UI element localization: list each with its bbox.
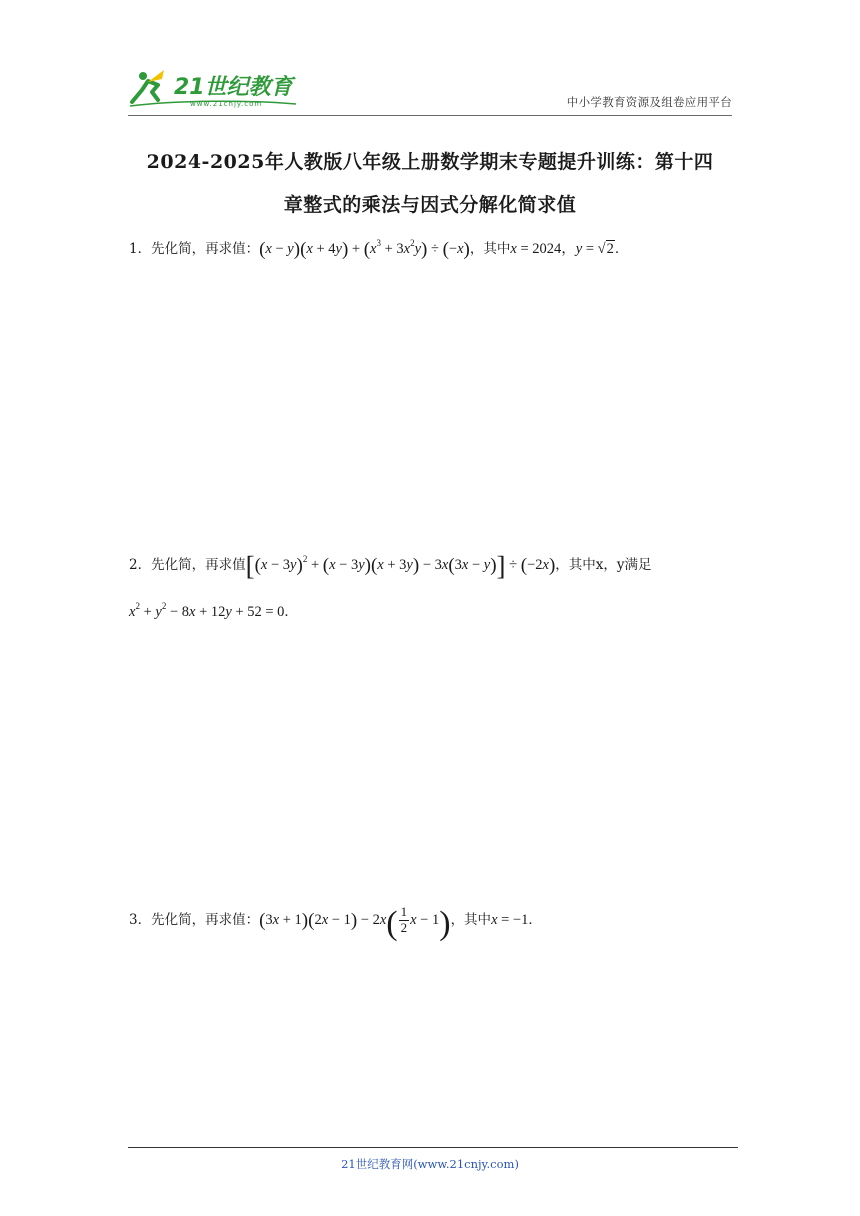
question-condition: x = −1 xyxy=(491,912,529,928)
header-divider xyxy=(128,115,732,116)
condition-prefix: ，其中 xyxy=(469,241,511,257)
brand-logo xyxy=(128,68,298,110)
question-2 xyxy=(129,551,652,582)
question-expression: $(x - y)(x + 4y) + (x^3 + 3x^2y) \div (-x)$ xyxy=(259,238,470,260)
question-number: 3． xyxy=(129,912,152,928)
page-header xyxy=(128,66,732,116)
condition-text: x，y满足 xyxy=(595,557,652,573)
footer-divider xyxy=(128,1147,738,1148)
question-1: 1．先化简，再求值：$(x - y)(x + 4y) + (x^3 + 3x^2y) \div (-x)$，其中x = 2024，y = √2． xyxy=(129,238,629,260)
question-2-condition-line: $x^2 + y^2 - 8x + 12y + 52 = 0$． xyxy=(129,601,298,620)
fraction-one-half: $\frac{1}{2}$ xyxy=(400,904,408,936)
question-number: 2． xyxy=(129,557,152,573)
document-title-line-1: 2024-2025年人教版八年级上册数学期末专题提升训练：第十四 xyxy=(146,151,714,173)
question-3: 3．先化简，再求值：(3x + 1)(2x − 1) − 2x( $\frac{1}{2}$ x − 1)，其中x = −1． xyxy=(129,904,542,942)
svg-text:21世纪教育: 21世纪教育 xyxy=(174,75,293,100)
question-expression: $[(x - 3y)^2 + (x - 3y)(x + 3y) - 3x(3x - y)] \div (-2x)$ xyxy=(245,551,556,581)
condition-prefix: ，其中 xyxy=(555,557,596,573)
question-expression: (3x + 1)(2x − 1) − 2x( $\frac{1}{2}$ x − 1) xyxy=(259,904,451,942)
svg-text:www.21cnjy.com: www.21cnjy.com xyxy=(190,100,263,108)
document-title-line-2: 章整式的乘法与因式分解化简求值 xyxy=(283,194,577,216)
question-prompt: 先化简，再求值： xyxy=(151,241,260,257)
question-condition: x = 2024，y = √2 xyxy=(510,241,614,257)
condition-prefix: ，其中 xyxy=(450,912,492,928)
question-number: 1． xyxy=(129,241,152,257)
question-prompt: 先化简，再求值： xyxy=(151,912,260,928)
footer-link[interactable]: 21世纪教育网(www.21cnjy.com) xyxy=(341,1157,519,1171)
question-prompt: 先化简，再求值 xyxy=(151,557,246,573)
question-condition: $x^2 + y^2 - 8x + 12y + 52 = 0$ xyxy=(129,601,285,620)
platform-name: 中小学教育资源及组卷应用平台 xyxy=(566,95,732,109)
